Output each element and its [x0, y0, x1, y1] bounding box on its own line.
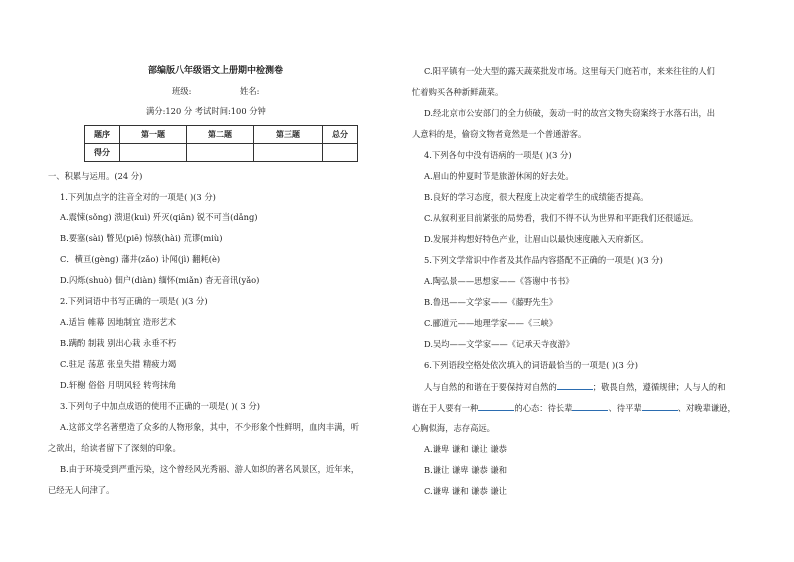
table-header-cell: 题序 — [85, 126, 120, 144]
fill-blank-1[interactable] — [557, 381, 593, 390]
option-1d: D.闪烁(shuò) 佃户(diàn) 缅怀(miǎn) 杳无音讯(yǎo) — [60, 275, 260, 285]
option-4d: D.发展并构想好特色产业，让眉山以最快速度融入天府新区。 — [424, 234, 649, 244]
table-header-cell: 第一题 — [120, 126, 187, 144]
question-2: 2.下列词语中书写正确的一项是( )(3 分) — [60, 296, 208, 306]
score-info: 满分:120 分 考试时间:100 分钟 — [146, 106, 266, 116]
passage-text: 、对晚辈谦逊， — [677, 403, 736, 413]
score-cell[interactable] — [120, 144, 187, 162]
score-table-header-row — [85, 126, 358, 144]
option-3a-line1: A.这部文学名著塑造了众多的人物形象，其中，不少形象个性鲜明，血肉丰满，听 — [60, 422, 360, 432]
passage-text: 人与自然的和谐在于要保持对自然的 — [424, 382, 557, 392]
fill-blank-3[interactable] — [572, 402, 608, 411]
option-2c: C.驻足 荡葸 张皇失措 精疲力竭 — [60, 359, 177, 369]
table-header-cell: 第三题 — [254, 126, 323, 144]
option-2b: B.蹒酌 制栽 别出心栽 永垂不朽 — [60, 338, 177, 348]
passage-line-2 — [412, 402, 736, 414]
score-table — [84, 125, 358, 162]
option-3d-line1: D.经北京市公安部门的全力侦破，轰动一时的故宫文物失窃案终于水落石出，出 — [424, 108, 716, 118]
option-1b: B.要塞(sài) 瞥见(piē) 惊骇(hài) 荒谬(miù) — [60, 233, 223, 243]
option-3d-line2: 人意料的是，偷窃文物者竟然是一个普通游客。 — [412, 129, 587, 139]
table-row-label: 得分 — [85, 144, 120, 162]
option-1c: C．横亘(gèng) 藩井(zǎo) 讣闻(jì) 翻耗(è) — [60, 254, 221, 264]
question-6: 6.下列语段空格处依次填入的词语最恰当的一项是( )(3 分) — [424, 360, 638, 370]
option-5a: A.陶弘景——思想家——《答谢中书书》 — [424, 276, 574, 286]
question-3: 3.下列句子中加点成语的使用不正确的一项是( )( 3 分) — [60, 401, 260, 411]
question-1: 1.下列加点字的注音全对的一项是( )(3 分) — [60, 192, 216, 202]
passage-line-1 — [424, 381, 726, 393]
option-2d: D.轩榭 俗俗 月明风轻 转弯抹角 — [60, 380, 177, 390]
option-5c: C.郦道元——地理学家——《三峡》 — [424, 318, 558, 328]
passage-text: ；敬畏自然，遵循规律；人与人的和 — [592, 382, 726, 392]
option-6b: B.谦让 谦卑 谦恭 谦和 — [424, 465, 508, 475]
option-6a: A.谦卑 谦和 谦让 谦恭 — [424, 444, 507, 454]
score-table-row — [85, 144, 358, 162]
section-heading: 一、积累与运用。(24 分) — [48, 171, 143, 181]
option-1a: A.震悚(sǒng) 溃退(kuì) 歼灭(qiān) 锐不可当(dǎng) — [60, 212, 258, 222]
score-cell[interactable] — [323, 144, 358, 162]
name-label: 姓名: — [240, 86, 260, 96]
exam-title: 部编版八年级语文上册期中检测卷 — [148, 66, 284, 76]
option-5b: B.鲁迅——文学家——《藤野先生》 — [424, 297, 558, 307]
passage-line-3: 心胸似海，志存高远。 — [412, 423, 495, 433]
table-header-cell: 总分 — [323, 126, 358, 144]
option-4b: B.良好的学习态度，很大程度上决定着学生的成绩能否提高。 — [424, 192, 649, 202]
question-4: 4.下列各句中没有语病的一项是( )(3 分) — [424, 150, 572, 160]
fill-blank-2[interactable] — [478, 402, 514, 411]
class-label: 班级: — [172, 86, 192, 96]
score-cell[interactable] — [187, 144, 254, 162]
option-3c-line1: C.阳平镇有一处大型的露天蔬菜批发市场。这里每天门庭若市，来来往往的人们 — [424, 66, 715, 76]
option-3a-line2: 之欲出，给读者留下了深刻的印象。 — [48, 443, 181, 453]
score-cell[interactable] — [254, 144, 323, 162]
option-2a: A.适旨 帷幕 因地制宜 造形艺术 — [60, 317, 177, 327]
option-5d: D.吴均——文学家——《记承天寺夜游》 — [424, 339, 575, 349]
option-4c: C.从叙利亚目前紧张的局势看，我们不得不认为世界和平距我们还很遥远。 — [424, 213, 699, 223]
option-3b-line1: B.由于环境受到严重污染，这个曾经风光秀丽、游人如织的著名风景区，近年来， — [60, 464, 360, 474]
option-3c-line2: 忙着购买各种新鲜蔬菜。 — [412, 87, 504, 97]
question-5: 5.下列文学常识中作者及其作品内容搭配不正确的一项是( )(3 分) — [424, 255, 663, 265]
passage-text: 、待平辈 — [608, 403, 642, 413]
fill-blank-4[interactable] — [642, 402, 678, 411]
option-3b-line2: 已经无人问津了。 — [48, 485, 115, 495]
option-4a: A.眉山的仲夏时节是旅游休闲的好去处。 — [424, 171, 574, 181]
option-6c: C.谦卑 谦和 谦恭 谦让 — [424, 486, 507, 496]
passage-text: 的心态：待长辈 — [514, 403, 573, 413]
table-header-cell: 第二题 — [187, 126, 254, 144]
passage-text: 谐在于人要有一种 — [412, 403, 479, 413]
